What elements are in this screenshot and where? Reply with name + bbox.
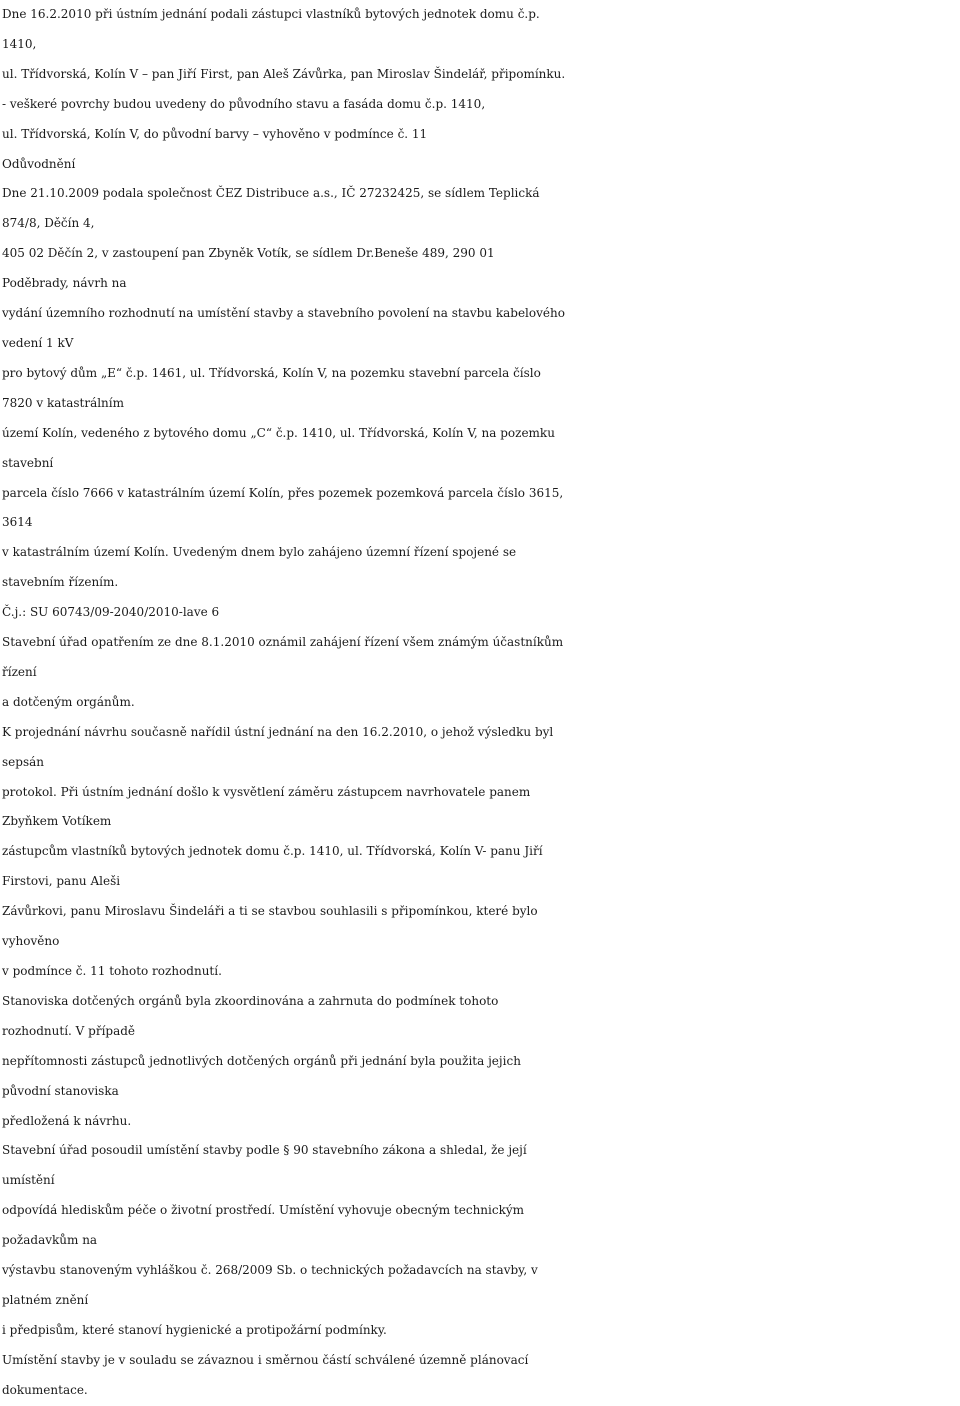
text-line: stavebním řízením. [2, 575, 119, 590]
text-line: ul. Třídvorská, Kolín V, do původní barvy – vyhověno v podmínce č. 11 [2, 126, 428, 141]
text-line: předložená k návrhu. [2, 1113, 132, 1128]
text-line: vedení 1 kV [2, 335, 74, 350]
text-line: Zbyňkem Votíkem [2, 814, 112, 829]
text-line: 405 02 Děčín 2, v zastoupení pan Zbyněk Votík, se sídlem Dr.Beneše 489, 290 01 [2, 246, 495, 261]
text-line: Stanoviska dotčených orgánů byla zkoordinována a zahrnuta do podmínek tohoto [2, 993, 499, 1008]
document-body [2, 0, 960, 1406]
text-line: ul. Třídvorská, Kolín V – pan Jiří First, pan Aleš Závůrka, pan Miroslav Šindelář, připomínku. [2, 66, 566, 81]
text-line: zástupcům vlastníků bytových jednotek domu č.p. 1410, ul. Třídvorská, Kolín V- panu Jiří [2, 844, 543, 859]
text-line: 1410, [2, 36, 37, 51]
text-line: platném znění [2, 1292, 89, 1307]
text-line: 7820 v katastrálním [2, 395, 125, 410]
text-line: parcela číslo 7666 v katastrálním území Kolín, přes pozemek pozemková parcela číslo 3615, [2, 485, 564, 500]
text-line: 874/8, Děčín 4, [2, 216, 95, 231]
text-line: protokol. Při ústním jednání došlo k vysvětlení záměru zástupcem navrhovatele panem [2, 784, 531, 799]
text-line: v podmínce č. 11 tohoto rozhodnutí. [2, 964, 222, 978]
text-line: vyhověno [2, 934, 60, 949]
text-line: Stavební úřad opatřením ze dne 8.1.2010 oznámil zahájení řízení všem známým účastníkům [2, 635, 564, 650]
text-line: Závůrkovi, panu Miroslavu Šindeláři a ti se stavbou souhlasili s připomínkou, které bylo [2, 904, 538, 919]
text-line: Dne 16.2.2010 při ústním jednání podali zástupci vlastníků bytových jednotek domu č.p. [2, 7, 540, 21]
text-line: výstavbu stanoveným vyhláškou č. 268/2009 Sb. o technických požadavcích na stavby, v [2, 1263, 538, 1278]
text-line: sepsán [2, 754, 44, 769]
text-line: Poděbrady, návrh na [2, 276, 127, 291]
text-line: dokumentace. [2, 1382, 88, 1397]
text-line: Firstovi, panu Aleši [2, 874, 121, 889]
text-line: K projednání návrhu současně nařídil ústní jednání na den 16.2.2010, o jehož výsledku byl [2, 724, 554, 739]
text-line: nepřítomnosti zástupců jednotlivých dotčených orgánů při jednání byla použita jejich [2, 1053, 521, 1068]
text-line: území Kolín, vedeného z bytového domu „C“ č.p. 1410, ul. Třídvorská, Kolín V, na pozemku [2, 425, 555, 440]
text-line: vydání územního rozhodnutí na umístění stavby a stavebního povolení na stavbu kabelového [2, 306, 565, 321]
text-line: řízení [2, 664, 37, 679]
text-line: umístění [2, 1173, 55, 1188]
text-line: požadavkům na [2, 1233, 98, 1248]
text-line: Stavební úřad posoudil umístění stavby podle § 90 stavebního zákona a shledal, že její [2, 1143, 527, 1158]
text-line: a dotčeným orgánům. [2, 694, 135, 709]
text-line: původní stanoviska [2, 1083, 119, 1098]
text-line: v katastrálním území Kolín. Uvedeným dnem bylo zahájeno územní řízení spojené se [2, 545, 517, 560]
text-line: rozhodnutí. V případě [2, 1023, 136, 1038]
text-line: - veškeré povrchy budou uvedeny do původního stavu a fasáda domu č.p. 1410, [2, 96, 486, 111]
text-line: Odůvodnění [2, 156, 76, 171]
text-line: i předpisům, které stanoví hygienické a protipožární podmínky. [2, 1322, 387, 1337]
text-line: 3614 [2, 515, 33, 530]
text-line: Č.j.: SU 60743/09-2040/2010-lave 6 [2, 605, 220, 620]
text-line: pro bytový dům „E“ č.p. 1461, ul. Třídvorská, Kolín V, na pozemku stavební parcela číslo [2, 365, 541, 380]
text-line: stavební [2, 455, 54, 470]
text-line: Dne 21.10.2009 podala společnost ČEZ Distribuce a.s., IČ 27232425, se sídlem Teplická [2, 186, 540, 201]
text-line: Umístění stavby je v souladu se závaznou i směrnou částí schválené územně plánovací [2, 1352, 529, 1367]
text-line: odpovídá hlediskům péče o životní prostředí. Umístění vyhovuje obecným technickým [2, 1203, 525, 1218]
